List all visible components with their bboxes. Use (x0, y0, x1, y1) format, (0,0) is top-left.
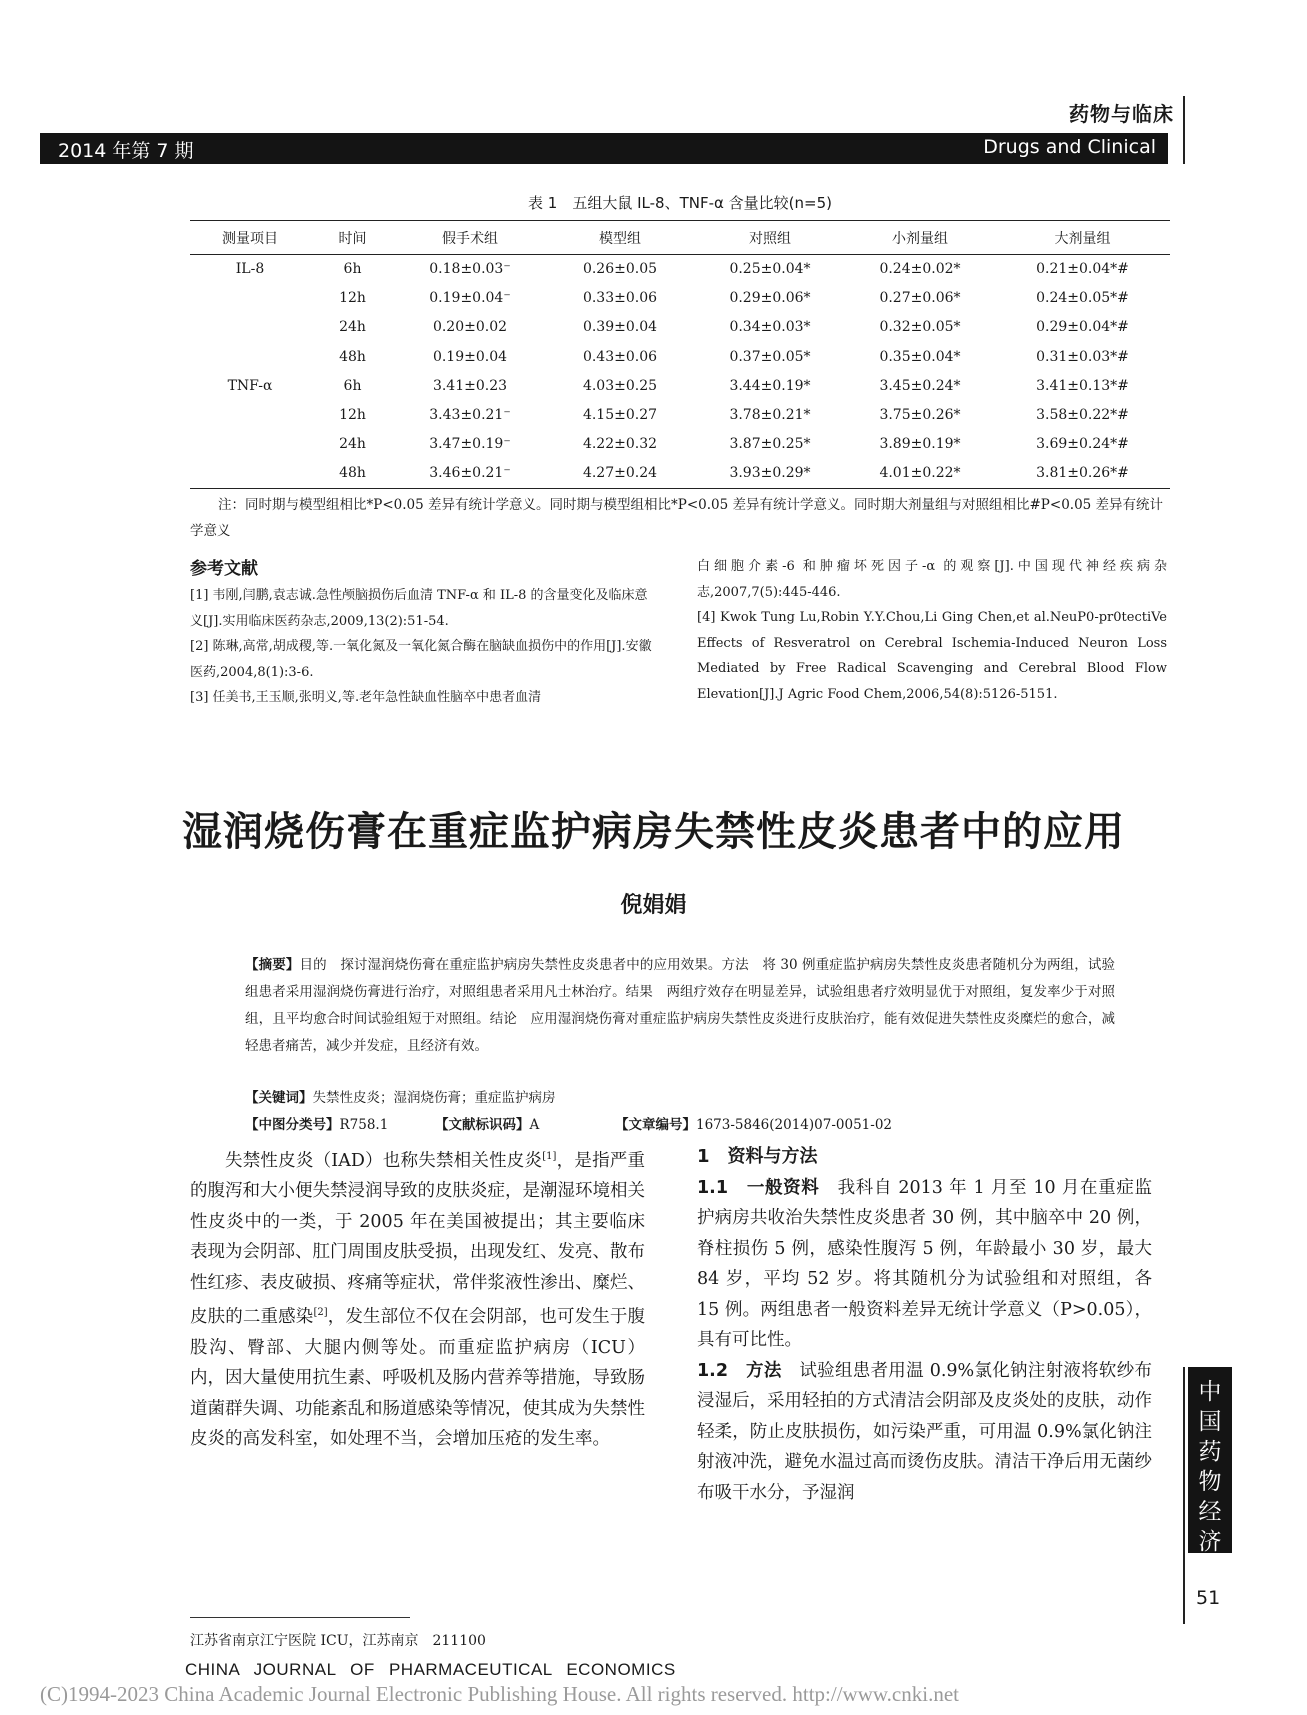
classification-number: 【中图分类号】R758.1 (245, 1117, 389, 1133)
body-right-column (697, 1142, 1152, 1508)
section-heading: 1 资料与方法 (697, 1146, 818, 1167)
table-cell: 12h (339, 290, 366, 307)
table-row (190, 400, 1170, 429)
data-table (190, 220, 1170, 489)
table-header-cell: 时间 (310, 221, 395, 255)
document-code: 【文献标识码】A (435, 1117, 540, 1133)
table-cell: IL-8 (235, 261, 265, 278)
table-cell: 0.20±0.02 (432, 319, 508, 336)
table-cell: TNF-α (227, 377, 273, 394)
journal-name-footer: CHINA JOURNAL OF PHARMACEUTICAL ECONOMICS (185, 1660, 676, 1679)
table-header-row (190, 221, 1170, 255)
table-row (190, 459, 1170, 488)
table-cell (190, 459, 310, 488)
reference-continued: 白细胞介素-6 和肿瘤坏死因子-α 的观察[J].中国现代神经疾病杂志,2007,7(5):445-446. (697, 559, 1167, 600)
table-cell (190, 400, 310, 429)
table-cell: 3.81±0.26*# (995, 459, 1170, 488)
table-cell: 24h (339, 436, 366, 453)
table-cell: 3.43±0.21⁻ (429, 407, 511, 424)
references-right-column (697, 554, 1167, 707)
author: 倪娟娟 (620, 893, 687, 918)
table-cell: 0.43±0.06 (582, 348, 658, 365)
keywords-text: 失禁性皮炎；湿润烧伤膏；重症监护病房 (312, 1090, 556, 1106)
footer-vertical-rule (1183, 1367, 1185, 1624)
table-header-cell: 对照组 (695, 221, 845, 255)
table-cell: 3.44±0.19* (729, 377, 811, 394)
table-cell: 3.93±0.29* (695, 459, 845, 488)
table-cell: 0.34±0.03* (729, 319, 811, 336)
table-cell: 0.31±0.03*# (1036, 348, 1129, 365)
table-row (190, 284, 1170, 313)
affiliation-footnote: 江苏省南京江宁医院 ICU，江苏南京 211100 (190, 1633, 486, 1649)
table-cell (190, 313, 310, 342)
table-cell: 3.45±0.24* (879, 377, 961, 394)
body-paragraph: 1.2 方法 试验组患者用温 0.9%氯化钠注射液将软纱布浸湿后，采用轻拍的方式清洁会阴部及皮炎处的皮肤，动作轻柔，防止皮肤损伤，如污染严重，可用温 0.9%氯化钠注射液冲洗，避免水温过高而烫伤皮肤。清洁干净后用无菌纱布吸干水分，予湿润 (697, 1360, 1152, 1503)
references-heading: 参考文献 (190, 559, 258, 579)
table-cell: 0.33±0.06 (582, 290, 658, 307)
citation: [2] (313, 1307, 328, 1319)
references-left-column (190, 583, 655, 711)
body-paragraph: 1.1 一般资料 我科自 2013 年 1 月至 10 月在重症监护病房共收治失禁性皮炎患者 30 例，其中脑卒中 20 例，脊柱损伤 5 例，感染性腹泻 5 例，年龄最小 30 岁，最大 84 岁，平均 52 岁。将其随机分为试验组和对照组，各 15 例。两组患者一般资料差异无统计学意义（P>0.05），具有可比性。 (697, 1177, 1152, 1350)
journal-name-cn: 药物与临床 (1069, 102, 1174, 126)
table-cell: 48h (339, 348, 366, 365)
table-cell: 3.75±0.26* (879, 407, 961, 424)
keywords (245, 1085, 1115, 1112)
table-cell: 3.41±0.13*# (1036, 377, 1129, 394)
header-vertical-rule (1183, 96, 1185, 164)
table-header-cell: 大剂量组 (995, 221, 1170, 255)
subsection-heading: 1.1 一般资料 (697, 1177, 820, 1198)
header-bar (40, 133, 1168, 164)
table-cell: 48h (310, 459, 395, 488)
table-cell: 0.21±0.04*# (1036, 261, 1129, 278)
table-row (190, 342, 1170, 371)
table-header-cell: 假手术组 (395, 221, 545, 255)
table-cell (190, 342, 310, 371)
table-cell: 3.46±0.21⁻ (395, 459, 545, 488)
table-cell: 0.18±0.03⁻ (429, 261, 511, 278)
abstract-text: 目的 探讨湿润烧伤膏在重症监护病房失禁性皮炎患者中的应用效果。方法 将 30 例重症监护病房失禁性皮炎患者随机分为两组，试验组患者采用湿润烧伤膏进行治疗，对照组患者采用凡士林治疗。结果 两组疗效存在明显差异，试验组患者疗效明显优于对照组，复发率少于对照组，且平均愈合时间试验组短于对照组。结论 应用湿润烧伤膏对重症监护病房失禁性皮炎进行皮肤治疗，能有效促进失禁性皮炎糜烂的愈合，减轻患者痛苦，减少并发症，且经济有效。 (245, 957, 1116, 1054)
table-cell: 0.24±0.05*# (1036, 290, 1129, 307)
table-cell: 6h (343, 377, 362, 394)
table-cell: 0.32±0.05* (879, 319, 961, 336)
reference-item: [2] 陈琳,高常,胡成稷,等.一氧化氮及一氧化氮合酶在脑缺血损伤中的作用[J].安徽医药,2004,8(1):3-6. (190, 639, 652, 680)
table-cell: 0.24±0.02* (879, 261, 961, 278)
table-cell: 24h (339, 319, 366, 336)
table-cell: 0.29±0.06* (729, 290, 811, 307)
table-row (190, 430, 1170, 459)
table-cell: 3.41±0.23 (432, 377, 508, 394)
table-cell: 12h (339, 407, 366, 424)
table-header-cell: 小剂量组 (845, 221, 995, 255)
table-cell: 0.19±0.04⁻ (429, 290, 511, 307)
side-tab-text: 中国药物经济学 (1198, 1379, 1222, 1585)
journal-name-en: Drugs and Clinical (983, 136, 1156, 158)
table-cell: 3.47±0.19⁻ (429, 436, 511, 453)
table-row (190, 371, 1170, 400)
table-cell: 3.89±0.19* (879, 436, 961, 453)
reference-item: [4] Kwok Tung Lu,Robin Y.Y.Chou,Li Ging Chen,et al.NeuP0-pr0tectiVe Effects of Resveratrol on Cerebral Ischemia-Induced Neuron Loss Mediated by Free Radical Scavenging and Cerebral Blood Flow Elevation[J].J Agric Food Chem,2006,54(8):5126-5151. (697, 610, 1167, 702)
reference-item: [3] 任美书,王玉顺,张明义,等.老年急性缺血性脑卒中患者血清 (190, 690, 542, 705)
keywords-label: 【关键词】 (245, 1090, 313, 1106)
copyright-watermark: (C)1994-2023 China Academic Journal Electronic Publishing House. All rights reserved. http://www.cnki.net (40, 1682, 959, 1706)
table-cell: 3.69±0.24*# (1036, 436, 1129, 453)
table-cell: 0.26±0.05 (582, 261, 658, 278)
table-header-cell: 模型组 (545, 221, 695, 255)
table-cell: 6h (343, 261, 362, 278)
table-cell: 4.03±0.25 (582, 377, 658, 394)
table-cell: 4.27±0.24 (545, 459, 695, 488)
reference-item: [1] 韦刚,闫鹏,袁志诚.急性颅脑损伤后血清 TNF-α 和 IL-8 的含量变化及临床意义[J].实用临床医药杂志,2009,13(2):51-54. (190, 588, 648, 629)
subsection-heading: 1.2 方法 (697, 1360, 782, 1381)
body-paragraph: 失禁性皮炎（IAD）也称失禁相关性皮炎[1]，是指严重的腹泻和大小便失禁浸润导致的皮肤炎症，是潮湿环境相关性皮炎中的一类，于 2005 年在美国被提出；其主要临床表现为会阴部、肛门周围皮肤受损，出现发红、发亮、散布性红疹、表皮破损、疼痛等症状，常伴浆液性渗出、糜烂、皮肤的二重感染[2]，发生部位不仅在会阴部，也可发生于腹股沟、臀部、大腿内侧等处。而重症监护病房（ICU）内，因大量使用抗生素、呼吸机及肠内营养等措施，导致肠道菌群失调、功能紊乱和肠道感染等情况，使其成为失禁性皮炎的高发科室，如处理不当，会增加压疮的发生率。 (190, 1150, 646, 1450)
table-cell: 0.19±0.04 (432, 348, 508, 365)
table-cell: 0.35±0.04* (879, 348, 961, 365)
table-cell (190, 430, 310, 459)
table-note: 注：同时期与模型组相比*P<0.05 差异有统计学意义。同时期与模型组相比*P<0.05 差异有统计学意义。同时期大剂量组与对照组相比#P<0.05 差异有统计学意义 (190, 497, 1164, 539)
issue-label: 2014 年第 7 期 (58, 140, 194, 162)
table-cell: 3.87±0.25* (729, 436, 811, 453)
table-cell: 3.78±0.21* (729, 407, 811, 424)
article-title: 湿润烧伤膏在重症监护病房失禁性皮炎患者中的应用 (182, 809, 1125, 855)
body-left-column (190, 1142, 645, 1455)
table-cell (190, 284, 310, 313)
abstract (245, 952, 1115, 1060)
table-row (190, 313, 1170, 342)
table-cell: 3.58±0.22*# (1036, 407, 1129, 424)
table-cell: 4.15±0.27 (582, 407, 658, 424)
journal-side-tab (1188, 1367, 1232, 1585)
table-row (190, 255, 1170, 284)
table-title: 表 1 五组大鼠 IL-8、TNF-α 含量比较(n=5) (528, 194, 832, 212)
citation: [1] (542, 1151, 557, 1162)
abstract-label: 【摘要】 (245, 957, 300, 973)
table-cell: 0.25±0.04* (729, 261, 811, 278)
page-number: 51 (1196, 1587, 1221, 1609)
table-cell: 4.01±0.22* (845, 459, 995, 488)
table-cell: 0.29±0.04*# (1036, 319, 1129, 336)
footnote-divider (190, 1617, 410, 1618)
table-cell: 4.22±0.32 (582, 436, 658, 453)
table-cell: 0.39±0.04 (582, 319, 658, 336)
table-header-cell: 测量项目 (190, 221, 310, 255)
article-number: 【文章编号】1673-5846(2014)07-0051-02 (615, 1117, 893, 1133)
table-cell: 0.27±0.06* (879, 290, 961, 307)
table-cell: 0.37±0.05* (729, 348, 811, 365)
